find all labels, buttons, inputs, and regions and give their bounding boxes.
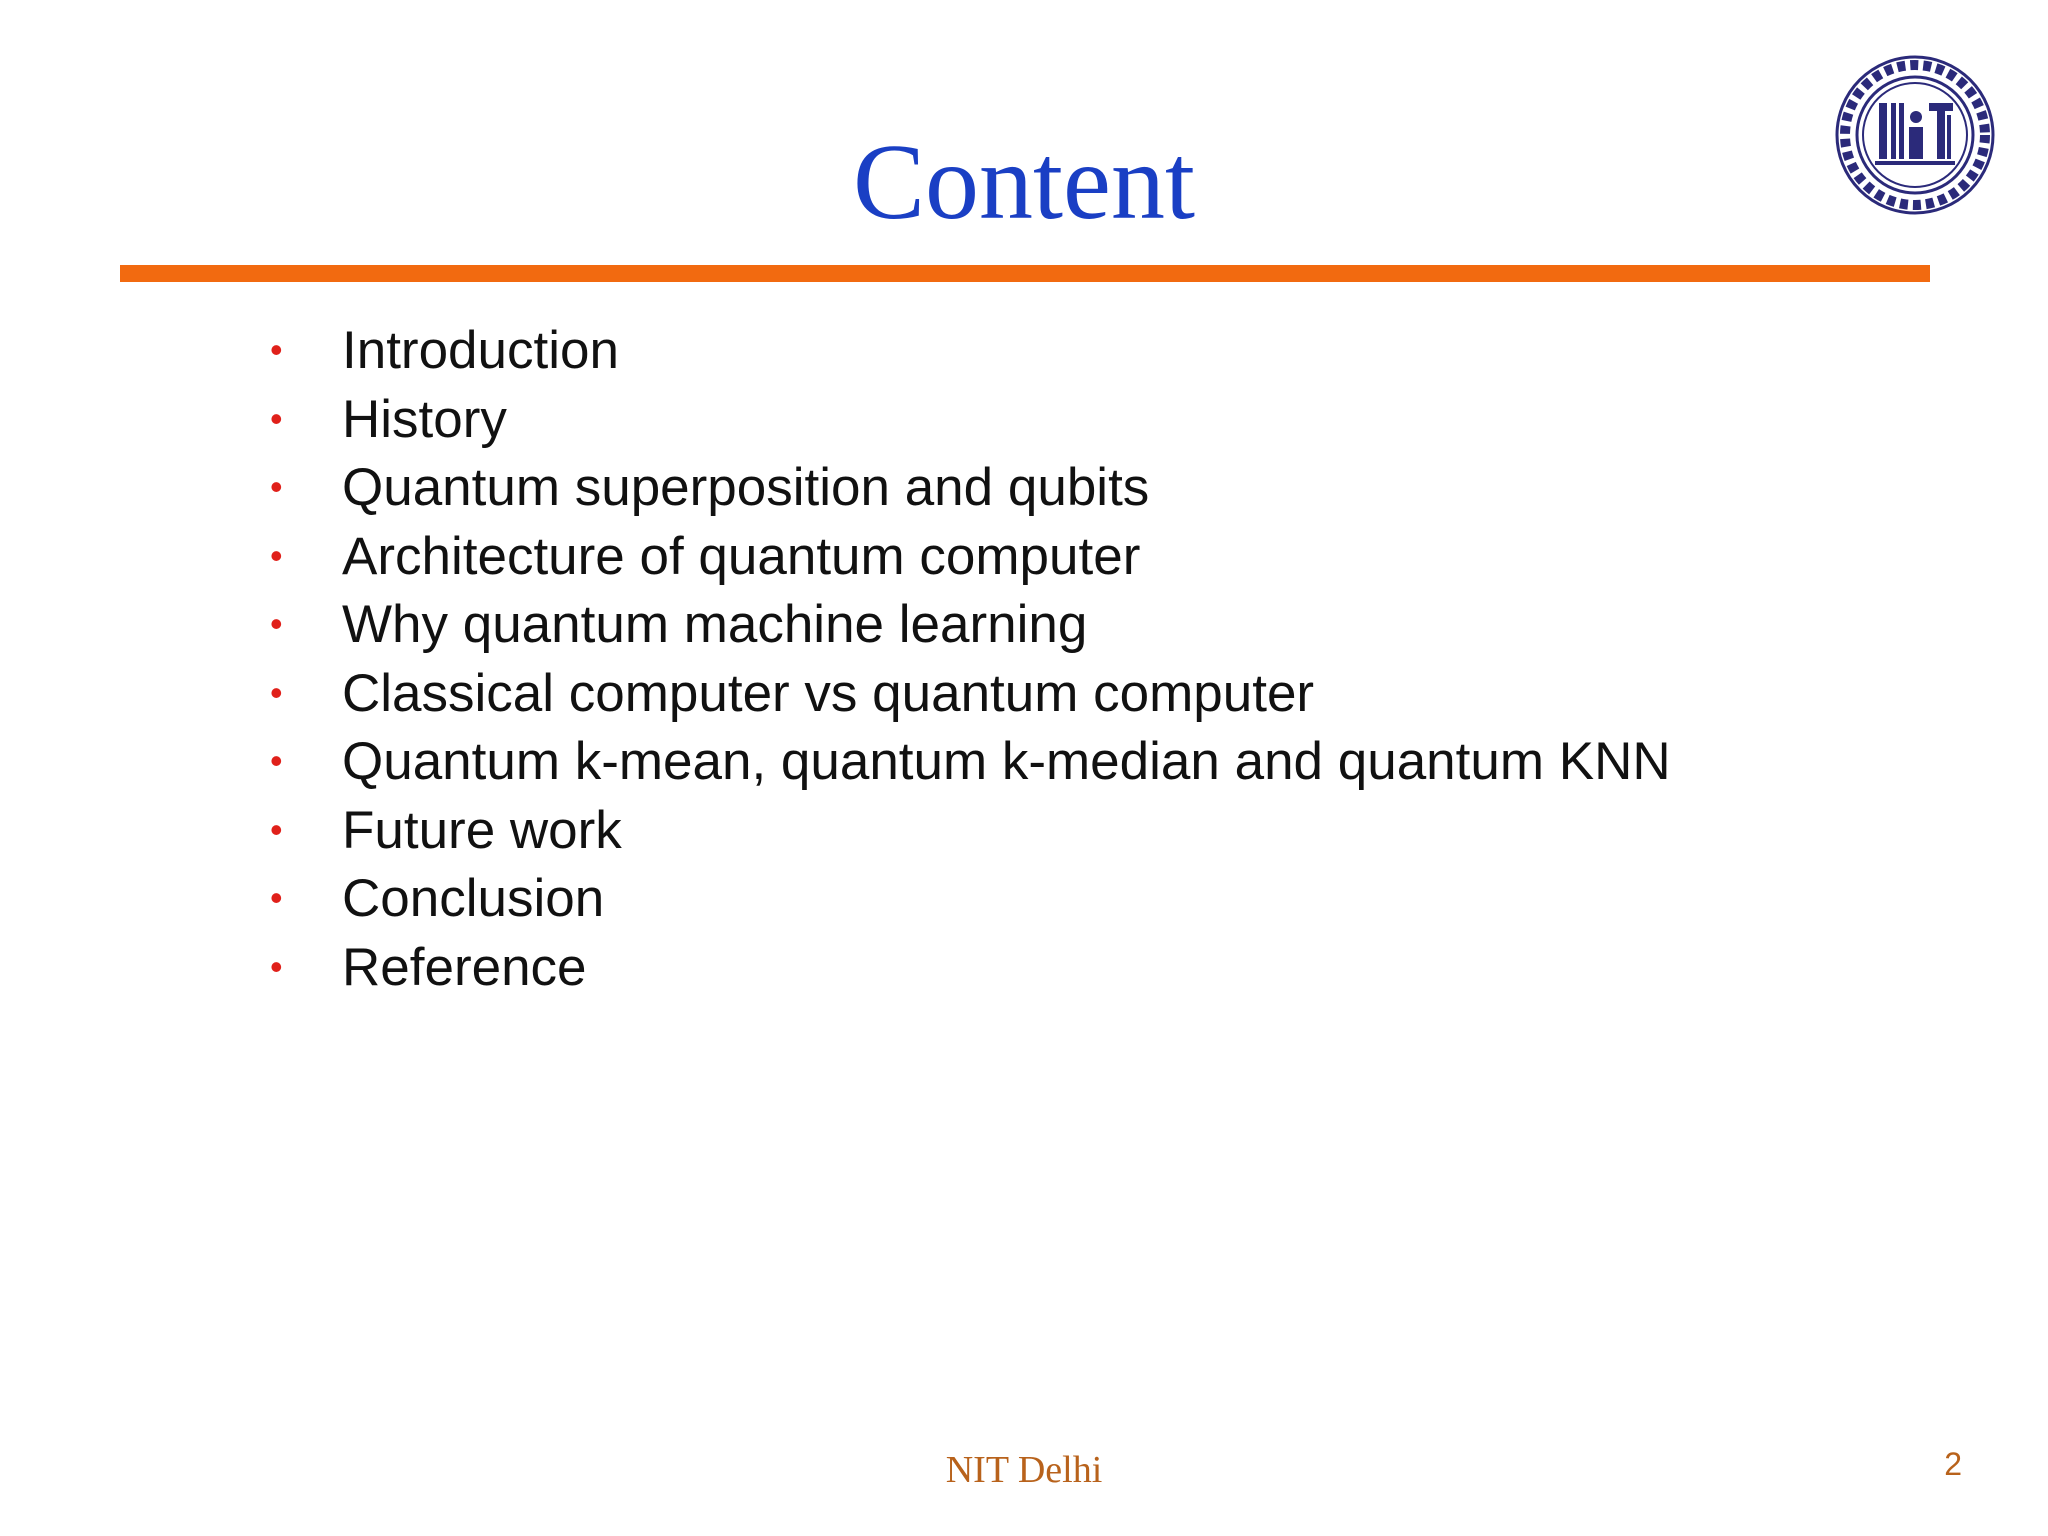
list-item	[270, 868, 1671, 937]
list-item	[270, 800, 1671, 869]
slide-title: Content	[853, 123, 1195, 242]
bullet-marker: •	[270, 808, 283, 850]
bullet-text: Future work	[342, 800, 622, 860]
bullet-text: History	[342, 389, 507, 449]
page-number: 2	[1944, 1446, 1962, 1482]
title-underline-rule	[120, 265, 1930, 282]
bullet-text: Architecture of quantum computer	[342, 526, 1141, 586]
list-item	[270, 389, 1671, 458]
nit-delhi-emblem-icon	[1835, 55, 1995, 215]
bullet-text: Conclusion	[342, 869, 605, 928]
bullet-text: Reference	[342, 937, 587, 997]
bullet-marker: •	[270, 671, 283, 713]
bullet-marker: •	[270, 877, 283, 918]
bullet-marker: •	[270, 740, 283, 781]
list-item	[270, 663, 1671, 732]
list-item	[270, 937, 1671, 1006]
bullet-marker: •	[270, 945, 283, 987]
list-item	[270, 320, 1671, 389]
bullet-marker: •	[270, 603, 283, 644]
bullet-marker: •	[270, 534, 283, 576]
bullet-text: Classical computer vs quantum computer	[342, 663, 1315, 723]
nit-delhi-logo-icon	[1835, 55, 1995, 215]
bullet-marker: •	[270, 397, 283, 439]
bullet-text: Quantum k-mean, quantum k-median and quantum KNN	[342, 732, 1671, 791]
bullet-text: Why quantum machine learning	[342, 595, 1088, 654]
footer-institution: NIT Delhi	[945, 1449, 1103, 1491]
list-item	[270, 457, 1671, 526]
bullet-marker: •	[270, 329, 283, 370]
bullet-text: Introduction	[342, 321, 619, 380]
list-item	[270, 731, 1671, 800]
content-bullet-list	[270, 320, 1671, 1005]
bullet-marker: •	[270, 466, 283, 507]
list-item	[270, 594, 1671, 663]
bullet-text: Quantum superposition and qubits	[342, 458, 1150, 517]
list-item	[270, 526, 1671, 595]
